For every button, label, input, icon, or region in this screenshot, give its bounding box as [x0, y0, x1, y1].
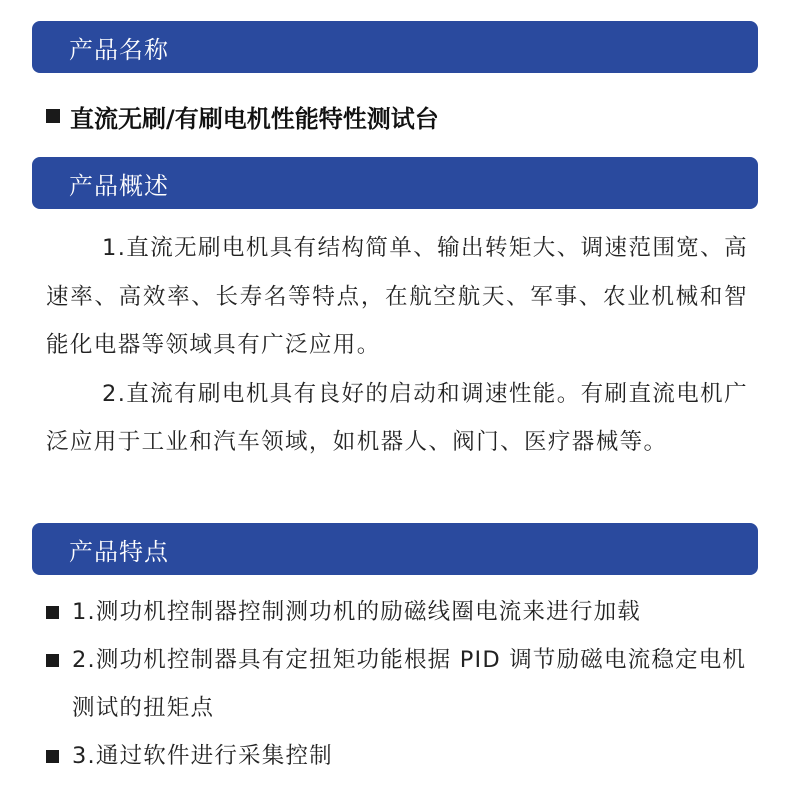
feature-text: 1.测功机控制器控制测功机的励磁线圈电流来进行加载 — [72, 599, 641, 625]
section-header-label: 产品特点 — [69, 537, 169, 566]
square-bullet-icon — [46, 654, 59, 667]
product-name-title: 直流无刷/有刷电机性能特性测试台 — [70, 104, 439, 133]
list-item — [46, 732, 748, 780]
feature-text: 3.通过软件进行采集控制 — [72, 743, 333, 769]
list-item — [46, 588, 748, 636]
list-item — [46, 636, 748, 732]
square-bullet-icon — [46, 606, 59, 619]
section-header-label: 产品概述 — [69, 171, 169, 200]
feature-text: 2.测功机控制器具有定扭矩功能根据 PID 调节励磁电流稳定电机测试的扭矩点 — [72, 647, 747, 721]
square-bullet-icon — [46, 109, 60, 123]
section-header-product-features — [32, 523, 758, 575]
section-header-product-name — [32, 21, 758, 73]
section-header-product-overview — [32, 157, 758, 209]
overview-paragraph: 1.直流无刷电机具有结构简单、输出转矩大、调速范围宽、高速率、高效率、长寿名等特点，在航空航天、军事、农业机械和智能化电器等领域具有广泛应用。 — [46, 235, 748, 358]
product-name-row — [46, 96, 439, 136]
section-header-label: 产品名称 — [69, 35, 169, 64]
overview-body — [46, 224, 748, 467]
square-bullet-icon — [46, 750, 59, 763]
features-list — [46, 588, 748, 780]
overview-paragraph: 2.直流有刷电机具有良好的启动和调速性能。有刷直流电机广泛应用于工业和汽车领域，如机器人、阀门、医疗器械等。 — [46, 380, 748, 455]
